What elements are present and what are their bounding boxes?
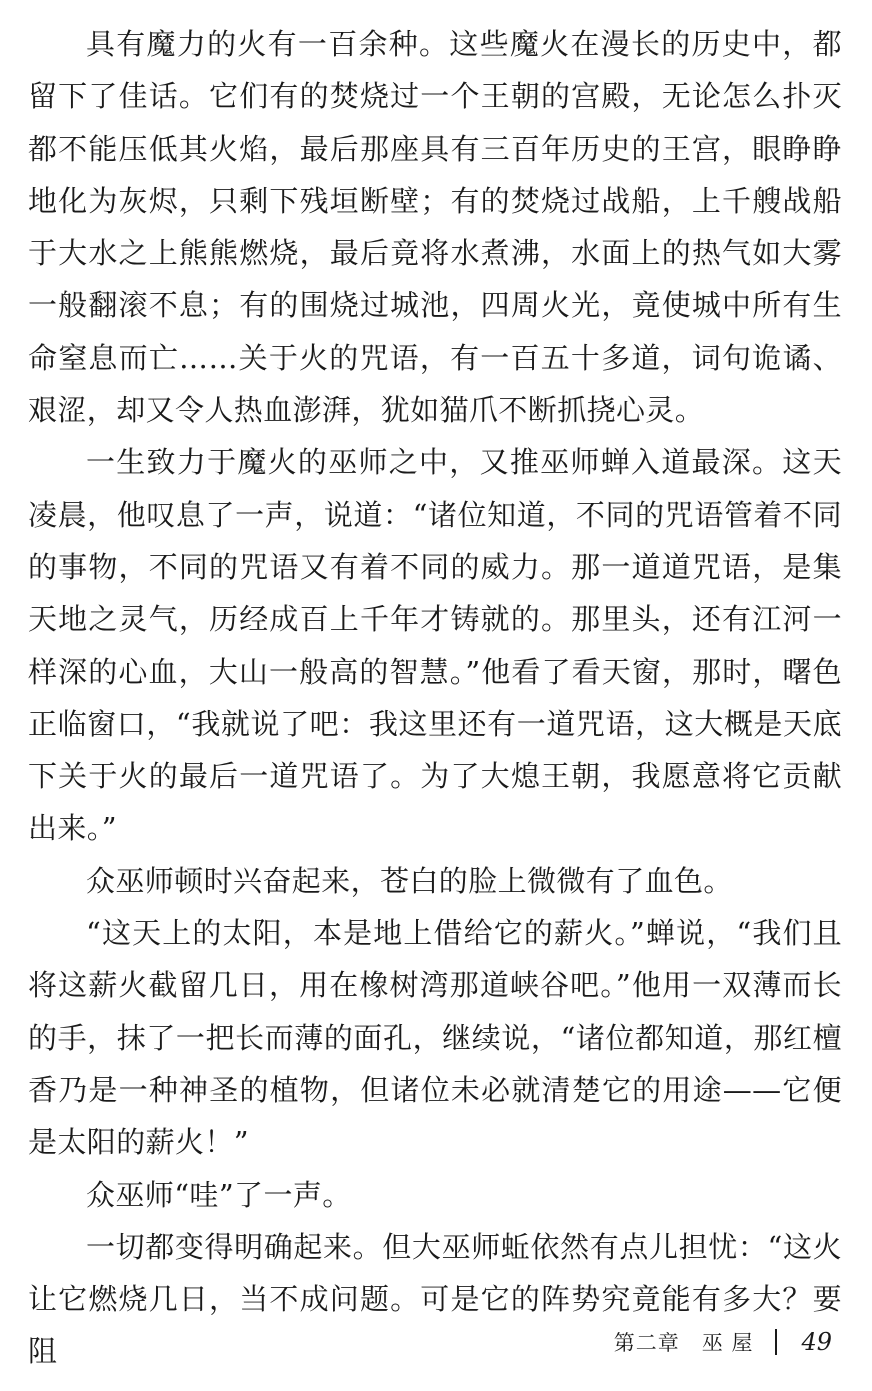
body-text: [28, 18, 842, 1378]
paragraph-2: 一生致力于魔火的巫师之中，又推巫师蝉入道最深。这天凌晨，他叹息了一声，说道：“诸位知道，不同的咒语管着不同的事物，不同的咒语又有着不同的威力。那一道道咒语，是集天地之灵气，历经成百上千年才铸就的。那里头，还有江河一样深的心血，大山一般高的智慧。”他看了看天窗，那时，曙色正临窗口，“我就说了吧：我这里还有一道咒语，这大概是天底下关于火的最后一道咒语了。为了大熄王朝，我愿意将它贡献出来。”: [28, 445, 842, 846]
chapter-title: 第二章 巫 屋: [613, 1331, 754, 1355]
page-number: 49: [801, 1328, 832, 1356]
paragraph-6: 一切都变得明确起来。但大巫师蚯依然有点儿担忧：“这火让它燃烧几日，当不成问题。可是它的阵势究竟能有多大？要阻: [28, 1229, 842, 1369]
footer-divider: [775, 1329, 777, 1355]
paragraph-1: 具有魔力的火有一百余种。这些魔火在漫长的历史中，都留下了佳话。它们有的焚烧过一个王朝的宫殿，无论怎么扑灭都不能压低其火焰，最后那座具有三百年历史的王宫，眼睁睁地化为灰烬，只剩下残垣断壁；有的焚烧过战船，上千艘战船于大水之上熊熊燃烧，最后竟将水煮沸，水面上的热气如大雾一般翻滚不息；有的围烧过城池，四周火光，竟使城中所有生命窒息而亡……关于火的咒语，有一百五十多道，词句诡谲、艰涩，却又令人热血澎湃，犹如猫爪不断抓挠心灵。: [28, 27, 842, 428]
page-footer: [614, 1322, 832, 1362]
paragraph-5: 众巫师“哇”了一声。: [86, 1177, 352, 1212]
paragraph-4: “这天上的太阳，本是地上借给它的薪火。”蝉说，“我们且将这薪火截留几日，用在橡树湾那道峡谷吧。”他用一双薄而长的手，抹了一把长而薄的面孔，继续说，“诸位都知道，那红檀香乃是一种神圣的植物，但诸位未必就清楚它的用途——它便是太阳的薪火！”: [28, 916, 842, 1160]
paragraph-3: 众巫师顿时兴奋起来，苍白的脸上微微有了血色。: [86, 863, 733, 898]
